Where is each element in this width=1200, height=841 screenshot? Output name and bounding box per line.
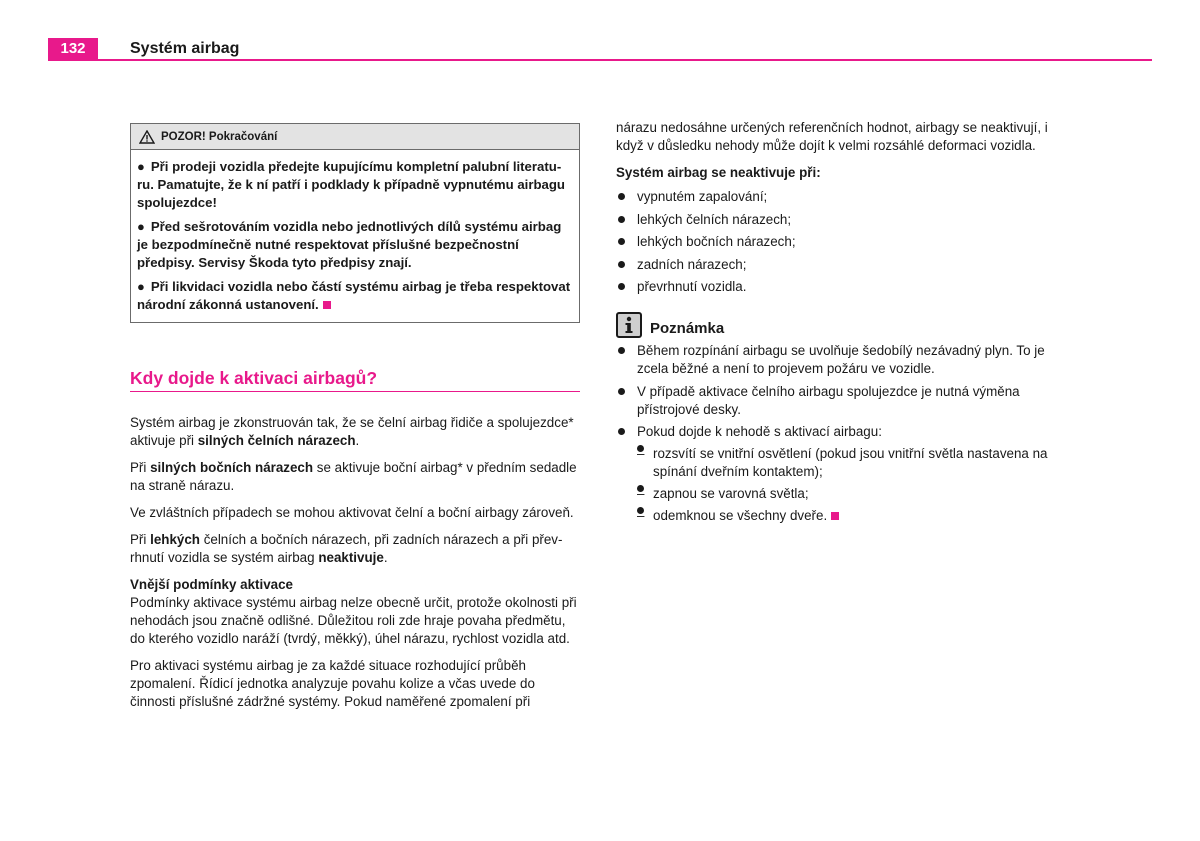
bullet-list [616, 188, 1071, 296]
warning-item [137, 218, 573, 272]
note-item [616, 423, 1071, 525]
note-header [616, 312, 1071, 338]
dash-list [637, 445, 1071, 525]
dash-item [637, 507, 1071, 525]
list-item: lehkých bočních nárazech; [616, 233, 1071, 251]
paragraph: Při silných bočních nárazech se aktivuje boční airbag* v předním sedadle na straně nárazu. [130, 460, 577, 493]
note-item: Během rozpínání airbagu se uvolňuje šedobílý nezávadný plyn. To je zcela běžné a není to projevem požáru ve vozidle. [616, 342, 1071, 378]
subheading: Systém airbag se neaktivuje při: [616, 165, 821, 180]
warning-title: POZOR! Pokračování [161, 130, 278, 143]
info-note-icon [616, 312, 642, 338]
note-title: Poznámka [650, 320, 725, 337]
paragraph: Při lehkých čelních a bočních nárazech, při zadních nárazech a při převrhnutí vozidla se systém airbag neaktivuje. [130, 532, 563, 565]
warning-header [131, 124, 579, 150]
right-column [616, 119, 1071, 530]
warning-item [137, 158, 573, 212]
dash-item-text: odemknou se všechny dveře. [653, 508, 828, 523]
warning-item [137, 278, 573, 314]
section-heading: Kdy dojde k aktivaci airbagů? [130, 369, 580, 392]
dash-item: – zapnou se varovná světla; [637, 485, 1071, 503]
warning-item-text: Při likvidaci vozidla nebo částí systému airbag je třeba respektovat národní zákonná ustanovení. [137, 279, 571, 312]
chapter-title: Systém airbag [130, 40, 240, 57]
list-item: převrhnutí vozidla. [616, 278, 1071, 296]
paragraph: Ve zvláštních případech se mohou aktivovat čelní a boční airbagy zároveň. [130, 505, 574, 520]
bullet-icon: ● [137, 279, 145, 294]
list-item: zadních nárazech; [616, 256, 1071, 274]
note-list [616, 342, 1071, 525]
warning-box [130, 123, 580, 323]
paragraph: nárazu nedosáhne určených referenčních hodnot, airbagy se neaktivují, i když v důsledku nehody může dojít k velmi rozsáhlé deformaci vozidla. [616, 120, 1048, 153]
list-item: lehkých čelních nárazech; [616, 211, 1071, 229]
paragraph: Podmínky aktivace systému airbag nelze obecně určit, protože okolnosti při nehodách jsou značně odlišné. Důležitou roli zde hraje povaha předmětu, do kterého vozidlo naráží (tvrdý, měkký), úhel nárazu, rychlost vozidla atd. [130, 595, 577, 646]
note-item: V případě aktivace čelního airbagu spolujezdce je nutná výměna přístrojové desky. [616, 383, 1071, 419]
warning-item-text: Před sešrotováním vozidla nebo jednotlivých dílů systému airbag je bezpodmínečně nutné respektovat příslušné bezpečnostní předpisy. Servisy Škoda tyto předpisy znají. [137, 219, 562, 270]
page-number: 132 [48, 38, 98, 60]
header-rule [48, 59, 1152, 61]
paragraph: Pro aktivaci systému airbag je za každé situace rozhodující průběh zpomalení. Řídicí jednotka analyzuje povahu kolize a včas uvede do činnosti příslušné zádržné systémy. Pokud naměřené zpomalení při [130, 658, 535, 709]
warning-body [131, 150, 579, 322]
left-column [130, 123, 580, 720]
end-square-icon [323, 301, 331, 309]
end-square-icon [831, 512, 839, 520]
note-item-text: Pokud dojde k nehodě s aktivací airbagu: [637, 424, 882, 439]
dash-item: – rozsvítí se vnitřní osvětlení (pokud jsou vnitřní světla nastavena na spínání dveřním kontaktem); [637, 445, 1071, 481]
warning-item-text: Při prodeji vozidla předejte kupujícímu kompletní palubní literaturu. Pamatujte, že k ní patří i podklady k případně vypnutému airbagu spolujezdce! [137, 159, 565, 210]
paragraph: Systém airbag je zkonstruován tak, že se čelní airbag řidiče a spolujezdce* aktivuje při silných čelních nárazech. [130, 415, 574, 448]
subheading: Vnější podmínky aktivace [130, 577, 293, 592]
bullet-icon: ● [137, 219, 145, 234]
list-item: vypnutém zapalování; [616, 188, 1071, 206]
bullet-icon: ● [137, 159, 145, 174]
warning-triangle-icon [139, 130, 155, 144]
